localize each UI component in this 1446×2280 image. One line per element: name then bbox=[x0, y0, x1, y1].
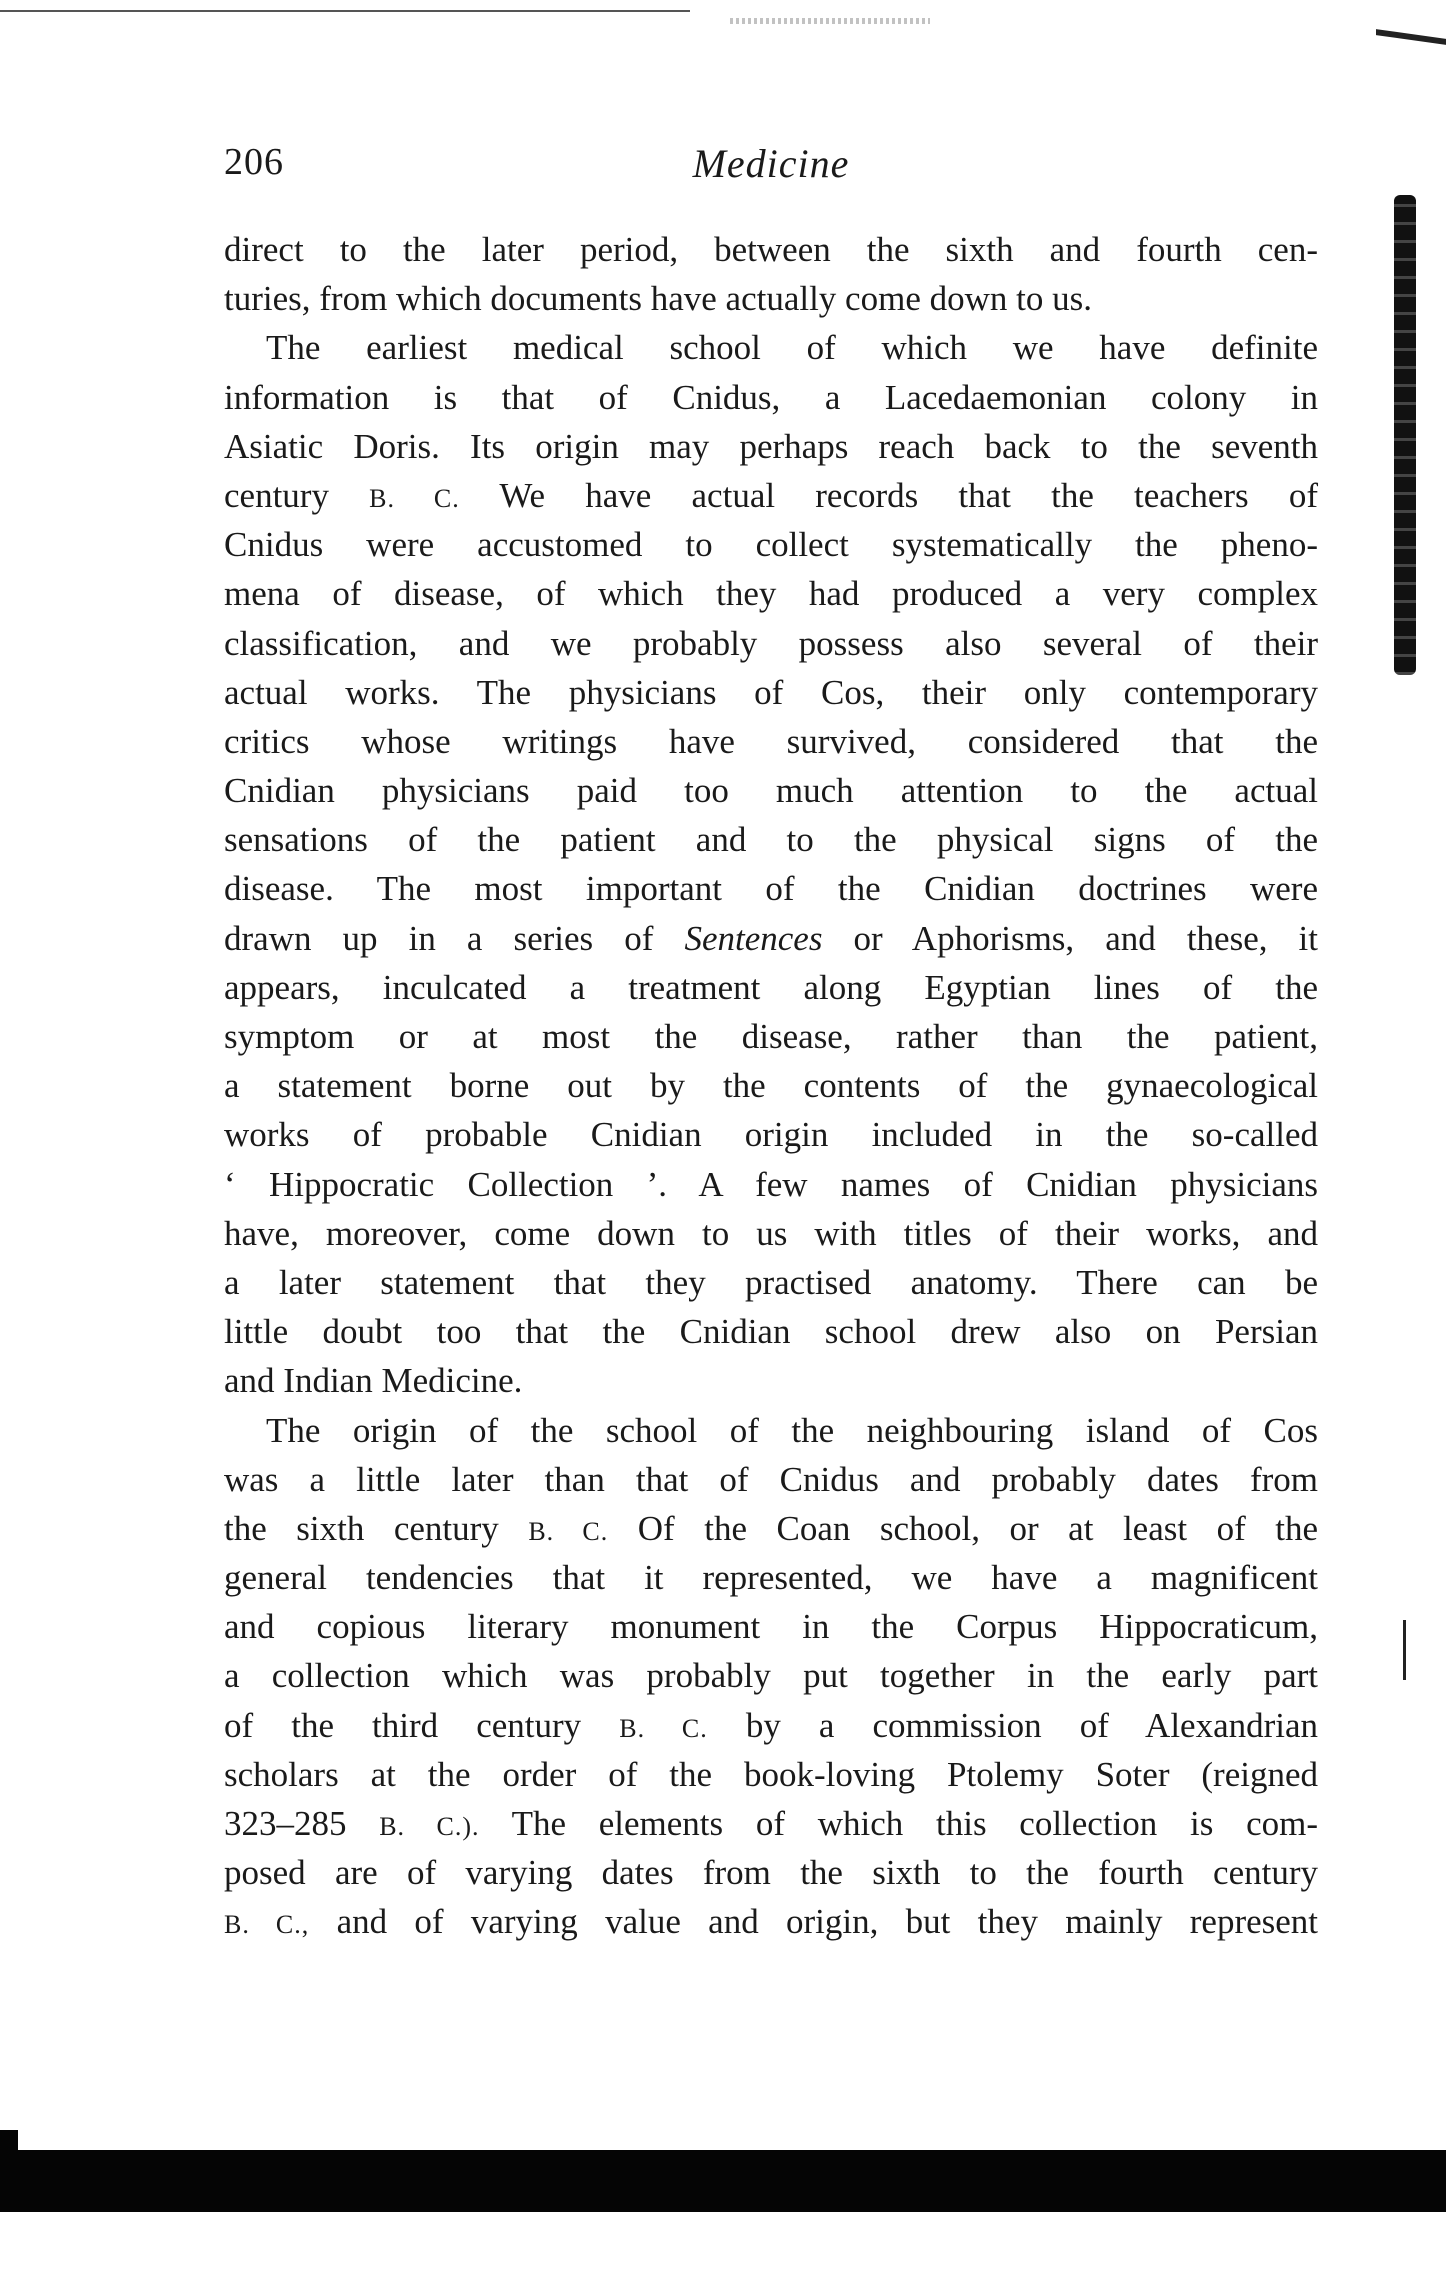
text-line: general tendencies that it represented, we have a magnificent bbox=[224, 1558, 1318, 1598]
text-segment: The elements of which this collection is com- bbox=[511, 1804, 1318, 1843]
text-segment: century bbox=[224, 475, 329, 515]
text-line: and copious literary monument in the Corpus Hippocraticum, bbox=[224, 1607, 1318, 1647]
text-line: Cnidus were accustomed to collect systematically the pheno- bbox=[224, 525, 1318, 565]
text-line: works of probable Cnidian origin included in the so-called bbox=[224, 1115, 1318, 1155]
small-caps-era: B. C., bbox=[224, 1910, 310, 1940]
text-line: ‘ Hippocratic Collection ’. A few names of Cnidian physicians bbox=[224, 1164, 1318, 1204]
text-line bbox=[224, 914, 1318, 963]
text-segment: and of varying value and origin, but they mainly represent bbox=[336, 1902, 1319, 1942]
text-line: and Indian Medicine. bbox=[224, 1361, 523, 1401]
text-segment: or Aphorisms, and these, it bbox=[853, 918, 1318, 958]
text-line: a later statement that they practised anatomy. There can be bbox=[224, 1262, 1318, 1302]
text-line bbox=[224, 471, 1318, 520]
text-line: critics whose writings have survived, considered that the bbox=[224, 721, 1318, 761]
text-line: little doubt too that the Cnidian school drew also on Persian bbox=[224, 1312, 1318, 1352]
text-line: Asiatic Doris. Its origin may perhaps reach back to the seventh bbox=[224, 426, 1318, 466]
italic-term: Sentences bbox=[684, 918, 823, 958]
text-line: was a little later than that of Cnidus and probably dates from bbox=[224, 1459, 1318, 1499]
text-line bbox=[224, 1504, 1318, 1553]
small-caps-era: B. C.). bbox=[379, 1812, 480, 1841]
page-number: 206 bbox=[224, 141, 284, 183]
text-line: mena of disease, of which they had produced a very complex bbox=[224, 574, 1318, 614]
text-segment: drawn up in a series of bbox=[224, 918, 654, 958]
text-line: direct to the later period, between the sixth and fourth cen- bbox=[224, 230, 1318, 269]
body-text bbox=[224, 225, 1318, 1947]
running-title: Medicine bbox=[692, 141, 850, 186]
text-line bbox=[224, 1799, 1318, 1848]
text-line: have, moreover, come down to us with titles of their works, and bbox=[224, 1213, 1318, 1253]
top-edge-rule bbox=[0, 10, 690, 12]
text-segment: We have actual records that the teachers of bbox=[499, 475, 1319, 515]
text-line: The origin of the school of the neighbouring island of Cos bbox=[266, 1410, 1318, 1450]
text-line: a statement borne out by the contents of the gynaecological bbox=[224, 1066, 1318, 1106]
scan-edge-tick bbox=[1403, 1620, 1406, 1680]
text-segment: of the third century bbox=[224, 1705, 582, 1745]
small-caps-era: B. C. bbox=[528, 1516, 609, 1546]
small-caps-era: B. C. bbox=[619, 1713, 708, 1743]
text-line: sensations of the patient and to the physical signs of the bbox=[224, 820, 1318, 860]
text-line: The earliest medical school of which we have definite bbox=[266, 328, 1318, 368]
scan-bottom-shadow bbox=[0, 2150, 1446, 2212]
scan-edge-shadow bbox=[1394, 195, 1416, 675]
text-line: turies, from which documents have actually come down to us. bbox=[224, 279, 1092, 319]
text-line: information is that of Cnidus, a Lacedaemonian colony in bbox=[224, 377, 1318, 417]
scan-smudge bbox=[730, 18, 930, 24]
text-segment: the sixth century bbox=[224, 1508, 499, 1548]
text-line: symptom or at most the disease, rather than the patient, bbox=[224, 1017, 1318, 1056]
text-line: classification, and we probably possess also several of their bbox=[224, 623, 1318, 663]
text-line: scholars at the order of the book-loving Ptolemy Soter (reigned bbox=[224, 1754, 1318, 1794]
page-header bbox=[224, 140, 1318, 200]
text-segment: by a commission of Alexandrian bbox=[745, 1705, 1319, 1745]
scan-corner-mark bbox=[1376, 29, 1446, 45]
text-line: posed are of varying dates from the sixth to the fourth century bbox=[224, 1853, 1318, 1893]
text-line: Cnidian physicians paid too much attention to the actual bbox=[224, 771, 1318, 811]
text-segment: Of the Coan school, or at least of the bbox=[637, 1508, 1319, 1548]
text-line bbox=[224, 1897, 1318, 1946]
text-line bbox=[224, 1701, 1318, 1750]
text-line: disease. The most important of the Cnidian doctrines were bbox=[224, 869, 1318, 909]
small-caps-era: B. C. bbox=[369, 483, 460, 513]
text-line: a collection which was probably put together in the early part bbox=[224, 1656, 1318, 1696]
text-line: actual works. The physicians of Cos, their only contemporary bbox=[224, 672, 1318, 712]
text-line: appears, inculcated a treatment along Egyptian lines of the bbox=[224, 967, 1318, 1007]
text-segment: 323–285 bbox=[224, 1804, 347, 1843]
